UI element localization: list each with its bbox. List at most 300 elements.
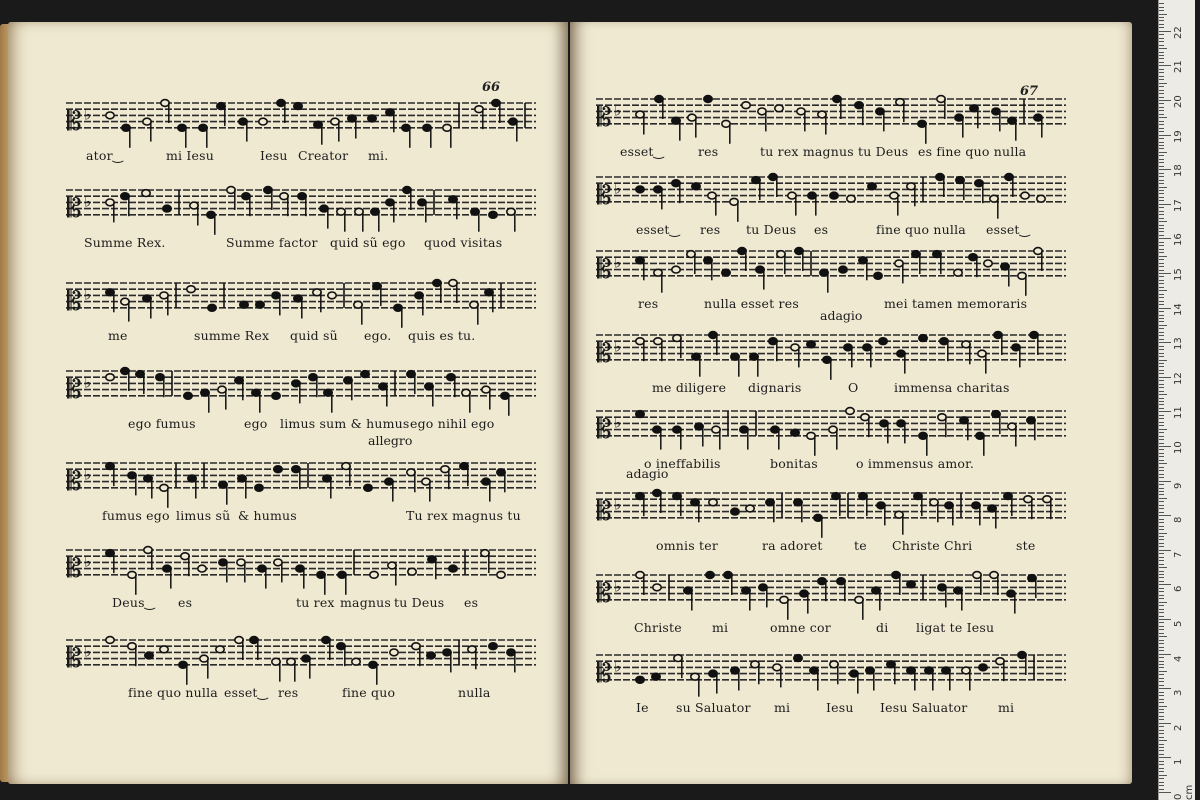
note-head xyxy=(969,254,977,261)
note-head xyxy=(227,187,235,194)
note-head xyxy=(370,571,378,578)
ruler-tick xyxy=(1159,612,1164,613)
ruler-tick xyxy=(1159,377,1171,378)
lyric-syllable: es xyxy=(178,595,193,610)
lyric-syllable: Summe factor xyxy=(226,235,318,250)
ruler-tick xyxy=(1159,155,1164,156)
note-head xyxy=(892,572,900,579)
note-head xyxy=(688,114,696,121)
note-head xyxy=(830,661,838,668)
note-head xyxy=(907,183,915,190)
ruler-tick xyxy=(1159,425,1164,426)
ruler-label: 12 xyxy=(1173,372,1184,385)
lyric-syllable: Ie xyxy=(636,700,649,715)
ruler-tick xyxy=(1159,740,1167,741)
note-head xyxy=(868,183,876,190)
ruler-tick xyxy=(1159,619,1171,620)
note-head xyxy=(863,344,871,351)
note-head xyxy=(724,572,732,579)
note-head xyxy=(992,108,1000,115)
note-head xyxy=(829,426,837,433)
note-head xyxy=(962,667,970,674)
ruler-tick xyxy=(1159,72,1164,73)
note-head xyxy=(371,208,379,215)
note-head xyxy=(887,661,895,668)
note-head xyxy=(199,124,207,131)
lyric-syllable: te xyxy=(854,538,867,553)
ruler-label: 6 xyxy=(1173,586,1184,593)
note-head xyxy=(930,499,938,506)
ruler-tick xyxy=(1159,7,1164,8)
note-head xyxy=(820,269,828,276)
note-head xyxy=(238,475,246,482)
lyric-syllable: mi Iesu xyxy=(166,148,215,163)
note-head xyxy=(975,180,983,187)
note-head xyxy=(706,572,714,579)
music-staff xyxy=(66,536,544,596)
flat-sign-icon: ♭ xyxy=(84,105,92,124)
ruler-tick xyxy=(1159,65,1171,66)
ruler-tick xyxy=(1159,456,1164,457)
ruler-tick xyxy=(1159,315,1164,316)
flat-sign-icon: ♭ xyxy=(84,642,92,661)
note-head xyxy=(775,105,783,112)
music-staff xyxy=(66,269,544,329)
ruler-tick xyxy=(1159,650,1164,651)
ruler-tick xyxy=(1159,211,1164,212)
note-head xyxy=(704,96,712,103)
note-head xyxy=(636,111,644,118)
ruler-tick xyxy=(1159,681,1164,682)
note-head xyxy=(407,371,415,378)
ruler-tick xyxy=(1159,200,1164,201)
note-head xyxy=(163,205,171,212)
note-head xyxy=(896,99,904,106)
ruler-tick xyxy=(1159,467,1164,468)
ruler-label: 4 xyxy=(1173,655,1184,662)
flat-sign-icon: ♭ xyxy=(614,577,622,596)
note-head xyxy=(143,295,151,302)
note-head xyxy=(919,432,927,439)
ruler-tick xyxy=(1159,429,1167,430)
note-head xyxy=(462,389,470,396)
flat-sign-icon: ♭ xyxy=(614,413,622,432)
ruler-tick xyxy=(1159,709,1164,710)
note-head xyxy=(895,511,903,518)
note-head xyxy=(837,578,845,585)
note-head xyxy=(298,193,306,200)
note-head xyxy=(161,100,169,107)
note-head xyxy=(1001,263,1009,270)
ruler-label: 19 xyxy=(1173,129,1184,143)
note-head xyxy=(807,432,815,439)
note-head xyxy=(704,257,712,264)
note-head xyxy=(235,377,243,384)
lyric-syllable: omne cor xyxy=(770,620,831,635)
c-clef-icon: 𝄡 xyxy=(597,254,612,285)
note-head xyxy=(994,332,1002,339)
note-head xyxy=(324,389,332,396)
note-head xyxy=(481,550,489,557)
note-head xyxy=(106,637,114,644)
ruler-tick xyxy=(1159,488,1164,489)
ruler-tick xyxy=(1159,726,1164,727)
c-clef-icon: 𝄡 xyxy=(67,553,82,584)
ruler-tick xyxy=(1159,498,1167,499)
ruler-tick xyxy=(1159,328,1164,329)
ruler-tick xyxy=(1159,117,1167,118)
ruler-tick xyxy=(1159,750,1164,751)
ruler-tick xyxy=(1159,304,1164,305)
ruler-tick xyxy=(1159,283,1164,284)
ruler-label: 16 xyxy=(1173,233,1184,247)
ruler-label: 22 xyxy=(1173,26,1184,39)
ruler-label: 1 xyxy=(1173,759,1184,766)
ruler-tick xyxy=(1159,58,1164,59)
note-head xyxy=(750,353,758,360)
ruler-tick xyxy=(1159,550,1171,551)
note-head xyxy=(337,208,345,215)
note-head xyxy=(433,280,441,287)
note-head xyxy=(866,667,874,674)
lyric-syllable: ego xyxy=(244,416,268,431)
lyric-syllable: esset‿ xyxy=(636,222,680,237)
note-head xyxy=(292,380,300,387)
ruler-tick xyxy=(1159,415,1164,416)
note-head xyxy=(722,269,730,276)
note-head xyxy=(274,466,282,473)
ruler-tick xyxy=(1159,121,1164,122)
note-head xyxy=(449,280,457,287)
note-head xyxy=(652,673,660,680)
flat-sign-icon: ♭ xyxy=(84,285,92,304)
note-head xyxy=(797,108,805,115)
note-head xyxy=(752,177,760,184)
note-head xyxy=(361,371,369,378)
ruler-tick xyxy=(1159,332,1164,333)
ruler-tick xyxy=(1159,474,1164,475)
note-head xyxy=(328,292,336,299)
note-head xyxy=(861,414,869,421)
ruler-tick xyxy=(1159,107,1164,108)
ruler-label: 20 xyxy=(1173,95,1184,108)
music-staff xyxy=(596,237,1074,297)
note-head xyxy=(344,377,352,384)
ruler-tick xyxy=(1159,114,1164,115)
ruler-tick xyxy=(1159,757,1171,758)
note-head xyxy=(160,292,168,299)
note-head xyxy=(636,676,644,683)
note-head xyxy=(422,478,430,485)
ruler-tick xyxy=(1159,546,1164,547)
ruler-tick xyxy=(1159,446,1171,447)
lyric-syllable: mi xyxy=(712,620,729,635)
note-head xyxy=(673,335,681,342)
note-head xyxy=(1008,117,1016,124)
tempo-marking: adagio xyxy=(626,466,669,481)
note-head xyxy=(954,269,962,276)
note-head xyxy=(144,547,152,554)
note-head xyxy=(731,667,739,674)
note-head xyxy=(1028,575,1036,582)
lyric-syllable: res xyxy=(278,685,299,700)
lyric-syllable: immensa charitas xyxy=(894,380,1010,395)
ruler-tick xyxy=(1159,207,1164,208)
note-head xyxy=(388,562,396,569)
ruler-tick xyxy=(1159,453,1164,454)
flat-sign-icon: ♭ xyxy=(614,495,622,514)
flat-sign-icon: ♭ xyxy=(84,373,92,392)
ruler-tick xyxy=(1159,335,1164,336)
ruler-tick xyxy=(1159,242,1164,243)
note-head xyxy=(956,177,964,184)
note-head xyxy=(730,198,738,205)
ruler-tick xyxy=(1159,128,1164,129)
note-head xyxy=(938,414,946,421)
note-head xyxy=(355,208,363,215)
note-head xyxy=(942,667,950,674)
music-staff xyxy=(66,89,544,149)
ruler-tick xyxy=(1159,238,1171,239)
note-head xyxy=(897,420,905,427)
ruler-tick xyxy=(1159,110,1164,111)
ruler-tick xyxy=(1159,564,1164,565)
ruler-tick xyxy=(1159,256,1167,257)
ruler-tick xyxy=(1159,747,1164,748)
ruler-tick xyxy=(1159,744,1164,745)
note-head xyxy=(769,174,777,181)
ruler-tick xyxy=(1159,204,1171,205)
note-head xyxy=(709,670,717,677)
flat-sign-icon: ♭ xyxy=(614,101,622,120)
ruler-tick xyxy=(1159,418,1164,419)
ruler-tick xyxy=(1159,214,1164,215)
note-head xyxy=(412,643,420,650)
ruler-tick xyxy=(1159,342,1171,343)
lyric-syllable: esset‿ xyxy=(986,222,1030,237)
lyric-syllable: res xyxy=(698,144,719,159)
lyric-syllable: mi xyxy=(774,700,791,715)
ruler-tick xyxy=(1159,27,1164,28)
lyric-syllable: esset‿ xyxy=(620,144,664,159)
lyric-syllable: tu Deus xyxy=(394,595,445,610)
note-head xyxy=(636,338,644,345)
note-head xyxy=(507,208,515,215)
ruler-tick xyxy=(1159,699,1164,700)
ruler-tick xyxy=(1159,221,1167,222)
note-head xyxy=(777,251,785,258)
ruler-label: 0 cm xyxy=(1173,784,1195,800)
ruler-tick xyxy=(1159,14,1167,15)
lyric-syllable: mi. xyxy=(368,148,389,163)
music-staff xyxy=(66,357,544,417)
note-head xyxy=(280,193,288,200)
flat-sign-icon: ♭ xyxy=(614,179,622,198)
tempo-marking: allegro xyxy=(368,433,413,448)
note-head xyxy=(654,186,662,193)
ruler-tick xyxy=(1159,422,1164,423)
ruler-tick xyxy=(1159,626,1164,627)
note-head xyxy=(160,484,168,491)
note-head xyxy=(128,643,136,650)
ruler-tick xyxy=(1159,494,1164,495)
lyric-syllable: quid sũ xyxy=(290,328,338,343)
note-head xyxy=(313,289,321,296)
note-head xyxy=(636,257,644,264)
c-clef-icon: 𝄡 xyxy=(597,658,612,689)
lyric-syllable: quid sũ ego xyxy=(330,235,406,250)
c-clef-icon: 𝄡 xyxy=(597,578,612,609)
ruler-tick xyxy=(1159,716,1164,717)
lyric-syllable: su Saluator xyxy=(676,700,751,715)
lyric-syllable: me xyxy=(108,328,128,343)
note-head xyxy=(423,124,431,131)
note-head xyxy=(708,192,716,199)
note-head xyxy=(489,211,497,218)
note-head xyxy=(136,371,144,378)
ruler-tick xyxy=(1159,225,1164,226)
note-head xyxy=(145,652,153,659)
lyric-syllable: Christe Chri xyxy=(892,538,973,553)
ruler-tick xyxy=(1159,318,1164,319)
ruler-tick xyxy=(1159,86,1164,87)
note-head xyxy=(636,411,644,418)
ruler-tick xyxy=(1159,567,1167,568)
note-head xyxy=(907,581,915,588)
note-head xyxy=(181,553,189,560)
lyric-syllable: es xyxy=(464,595,479,610)
ruler-tick xyxy=(1159,688,1171,689)
note-head xyxy=(788,192,796,199)
note-head xyxy=(1034,248,1042,255)
lyric-syllable: summe Rex xyxy=(194,328,270,343)
lyric-syllable: Creator xyxy=(298,148,349,163)
ruler-tick xyxy=(1159,539,1164,540)
ruler-tick xyxy=(1159,17,1164,18)
note-head xyxy=(449,196,457,203)
note-head xyxy=(756,266,764,273)
lyric-syllable: es xyxy=(814,222,829,237)
ruler-tick xyxy=(1159,491,1164,492)
note-head xyxy=(918,120,926,127)
ruler-tick xyxy=(1159,148,1164,149)
note-head xyxy=(428,556,436,563)
ruler-tick xyxy=(1159,10,1164,11)
note-head xyxy=(814,514,822,521)
ruler-label: 17 xyxy=(1173,199,1184,212)
note-head xyxy=(672,117,680,124)
note-head xyxy=(143,118,151,125)
note-head xyxy=(323,475,331,482)
ruler-tick xyxy=(1159,190,1164,191)
ruler-label: 8 xyxy=(1173,516,1184,524)
ruler-tick xyxy=(1159,187,1167,188)
ruler-tick xyxy=(1159,647,1164,648)
note-head xyxy=(106,289,114,296)
ruler-tick xyxy=(1159,76,1164,77)
note-head xyxy=(418,199,426,206)
ruler-tick xyxy=(1159,228,1164,229)
note-head xyxy=(160,646,168,653)
note-head xyxy=(990,572,998,579)
note-head xyxy=(408,568,416,575)
music-staff xyxy=(596,321,1074,381)
ruler-tick xyxy=(1159,34,1164,35)
note-head xyxy=(352,658,360,665)
ruler-tick xyxy=(1159,24,1164,25)
lyric-syllable: res xyxy=(700,222,721,237)
note-head xyxy=(106,199,114,206)
note-head xyxy=(258,565,266,572)
ruler-tick xyxy=(1159,536,1164,537)
lyric-syllable: fine quo nulla xyxy=(128,685,218,700)
lyric-syllable: limus sũ xyxy=(176,508,231,523)
lyric-syllable: ego nihil ego xyxy=(410,416,495,431)
note-head xyxy=(691,673,699,680)
page-number: 67 xyxy=(1020,84,1039,99)
page-number: 66 xyxy=(482,80,501,95)
ruler-tick xyxy=(1159,436,1164,437)
ruler-tick xyxy=(1159,38,1164,39)
measurement-ruler xyxy=(1158,0,1195,800)
ruler-tick xyxy=(1159,737,1164,738)
ruler-tick xyxy=(1159,616,1164,617)
note-head xyxy=(272,292,280,299)
ruler-tick xyxy=(1159,280,1164,281)
ruler-tick xyxy=(1159,384,1164,385)
ruler-tick xyxy=(1159,294,1164,295)
note-head xyxy=(314,121,322,128)
note-head xyxy=(936,174,944,181)
note-head xyxy=(216,646,224,653)
note-head xyxy=(742,587,750,594)
ruler-tick xyxy=(1159,574,1164,575)
note-head xyxy=(855,596,863,603)
music-staff xyxy=(596,163,1074,223)
lyric-syllable: mei tamen memoraris xyxy=(884,296,1028,311)
note-head xyxy=(354,301,362,308)
ruler-tick xyxy=(1159,180,1164,181)
note-head xyxy=(122,124,130,131)
note-head xyxy=(240,301,248,308)
ruler-tick xyxy=(1159,785,1164,786)
ruler-tick xyxy=(1159,173,1164,174)
note-head xyxy=(738,248,746,255)
note-head xyxy=(818,111,826,118)
note-head xyxy=(938,584,946,591)
note-head xyxy=(128,472,136,479)
note-head xyxy=(996,658,1004,665)
lyric-syllable: & humus xyxy=(238,508,297,523)
note-head xyxy=(746,505,754,512)
ruler-tick xyxy=(1159,197,1164,198)
ruler-tick xyxy=(1159,100,1171,101)
note-head xyxy=(364,484,372,491)
music-staff xyxy=(596,85,1074,145)
note-head xyxy=(198,565,206,572)
ruler-tick xyxy=(1159,398,1164,399)
note-head xyxy=(128,571,136,578)
ruler-tick xyxy=(1159,301,1164,302)
note-head xyxy=(780,596,788,603)
note-head xyxy=(877,502,885,509)
c-clef-icon: 𝄡 xyxy=(67,466,82,497)
lyric-syllable: o ineffabilis xyxy=(644,456,721,471)
note-head xyxy=(485,289,493,296)
note-head xyxy=(976,432,984,439)
lyric-syllable: tu rex magnus tu Deus xyxy=(760,144,909,159)
note-head xyxy=(897,350,905,357)
